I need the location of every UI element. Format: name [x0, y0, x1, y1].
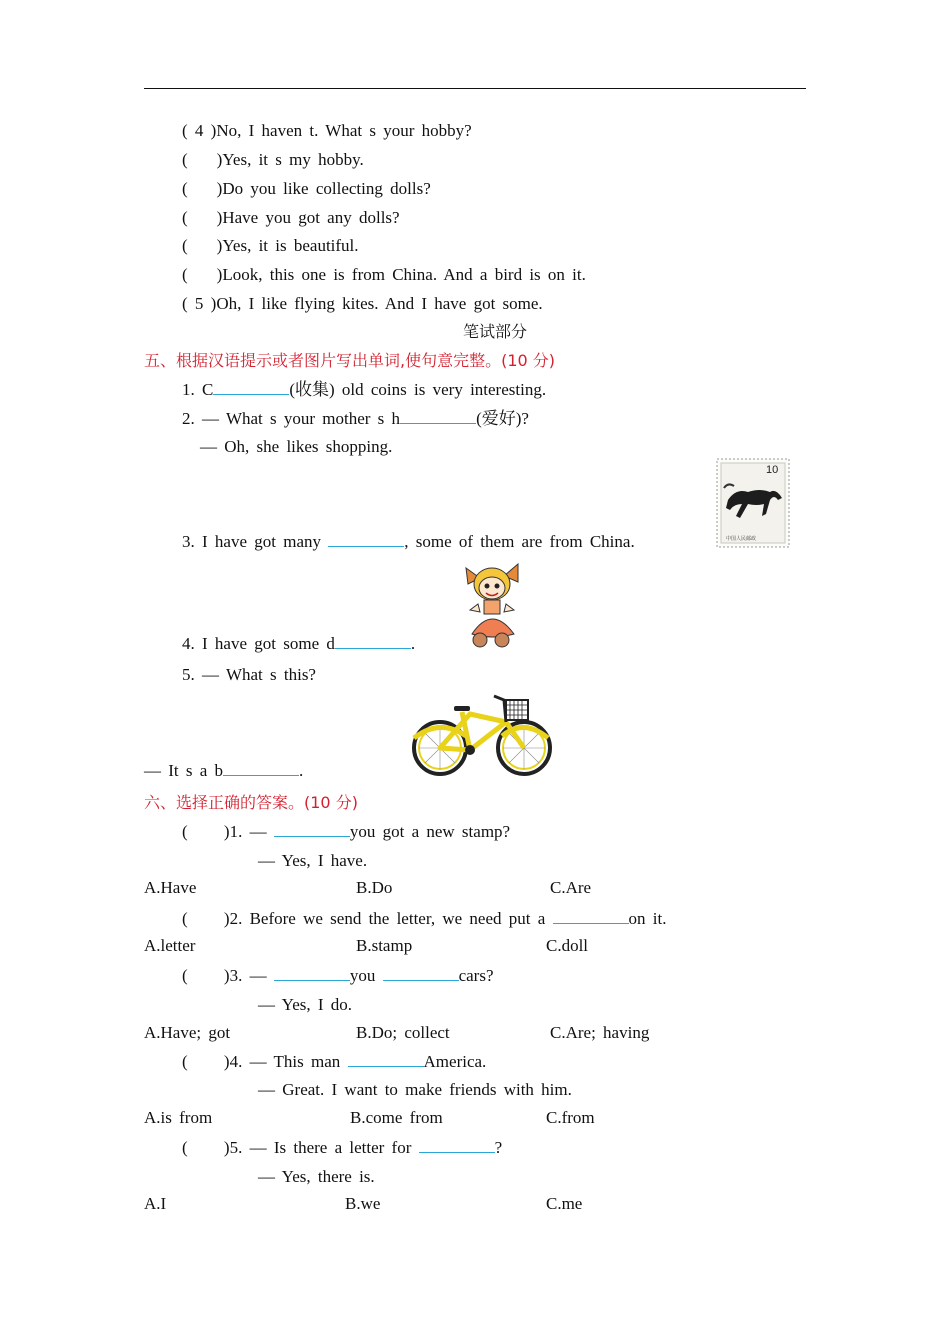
option[interactable]: C.doll — [546, 936, 589, 955]
svg-text:中国人民邮政: 中国人民邮政 — [726, 536, 757, 542]
option[interactable]: B.we — [345, 1194, 381, 1213]
dialogue-line: ( )Do you like collecting dolls? — [182, 179, 431, 198]
dialogue-number[interactable]: 5 — [194, 294, 204, 313]
option[interactable]: C.me — [546, 1194, 583, 1213]
section6-title: 六、选择正确的答案。(10 分) — [144, 793, 358, 812]
answer-blank[interactable] — [223, 761, 299, 776]
answer-blank[interactable] — [348, 1052, 424, 1067]
s6-q5: ( )5. — Is there a letter for ? — [182, 1138, 503, 1157]
option[interactable]: B.come from — [350, 1108, 443, 1127]
dialogue-line: ( 5 )Oh, I like flying kites. And I have got some. — [182, 294, 543, 313]
answer-blank[interactable] — [553, 909, 629, 924]
s5-q5: 5. — What s this? — [182, 665, 316, 684]
stamp-image — [716, 458, 790, 548]
answer-blank[interactable] — [274, 822, 350, 837]
dialogue-line: ( )Yes, it s my hobby. — [182, 150, 364, 169]
option[interactable]: A.is from — [144, 1108, 213, 1127]
doll-image — [458, 560, 526, 652]
written-part-title: 笔试部分 — [462, 322, 527, 341]
s6-q1: ( )1. — you got a new stamp? — [182, 822, 511, 841]
answer-blank[interactable] — [335, 634, 411, 649]
option[interactable]: A.Have; got — [144, 1023, 231, 1042]
option[interactable]: C.Are — [550, 878, 592, 897]
s5-q3: 3. I have got many , some of them are from China. — [182, 532, 635, 551]
option[interactable]: A.I — [144, 1194, 167, 1213]
dialogue-line: ( )Yes, it is beautiful. — [182, 236, 359, 255]
s5-q5-reply: — It s a b . — [144, 761, 304, 780]
s6-q3: ( )3. — you cars? — [182, 966, 494, 985]
s5-q1: 1. C (收集) old coins is very interesting. — [182, 380, 547, 399]
s6-q1-reply: — Yes, I have. — [258, 851, 368, 870]
s5-q4: 4. I have got some d . — [182, 634, 416, 653]
s5-q2: 2. — What s your mother s h (爱好)? — [182, 409, 529, 428]
option[interactable]: C.Are; having — [550, 1023, 650, 1042]
section5-title: 五、根据汉语提示或者图片写出单词,使句意完整。(10 分) — [144, 351, 556, 370]
dialogue-number[interactable]: 4 — [194, 121, 204, 140]
answer-blank[interactable] — [328, 532, 404, 547]
answer-blank[interactable] — [419, 1138, 495, 1153]
svg-text:10: 10 — [766, 464, 779, 476]
option[interactable]: B.Do — [356, 878, 393, 897]
s6-q4: ( )4. — This man America. — [182, 1052, 487, 1071]
answer-blank[interactable] — [400, 409, 476, 424]
option[interactable]: C.from — [546, 1108, 595, 1127]
dialogue-line: ( )Have you got any dolls? — [182, 208, 400, 227]
s6-q3-reply: — Yes, I do. — [258, 995, 353, 1014]
s6-q2: ( )2. Before we send the letter, we need put a on it. — [182, 909, 667, 928]
answer-blank[interactable] — [383, 966, 459, 981]
option[interactable]: A.letter — [144, 936, 196, 955]
s6-q4-reply: — Great. I want to make friends with him. — [258, 1080, 572, 1099]
answer-blank[interactable] — [213, 380, 289, 395]
dialogue-line: ( )Look, this one is from China. And a bird is on it. — [182, 265, 586, 284]
option[interactable]: A.Have — [144, 878, 197, 897]
answer-blank[interactable] — [274, 966, 350, 981]
bicycle-image — [410, 686, 554, 780]
top-rule — [144, 88, 806, 89]
option[interactable]: B.Do; collect — [356, 1023, 450, 1042]
option[interactable]: B.stamp — [356, 936, 413, 955]
s5-q2-reply: — Oh, she likes shopping. — [200, 437, 393, 456]
dialogue-line: ( 4 )No, I haven t. What s your hobby? — [182, 121, 472, 140]
s6-q5-reply: — Yes, there is. — [258, 1167, 375, 1186]
